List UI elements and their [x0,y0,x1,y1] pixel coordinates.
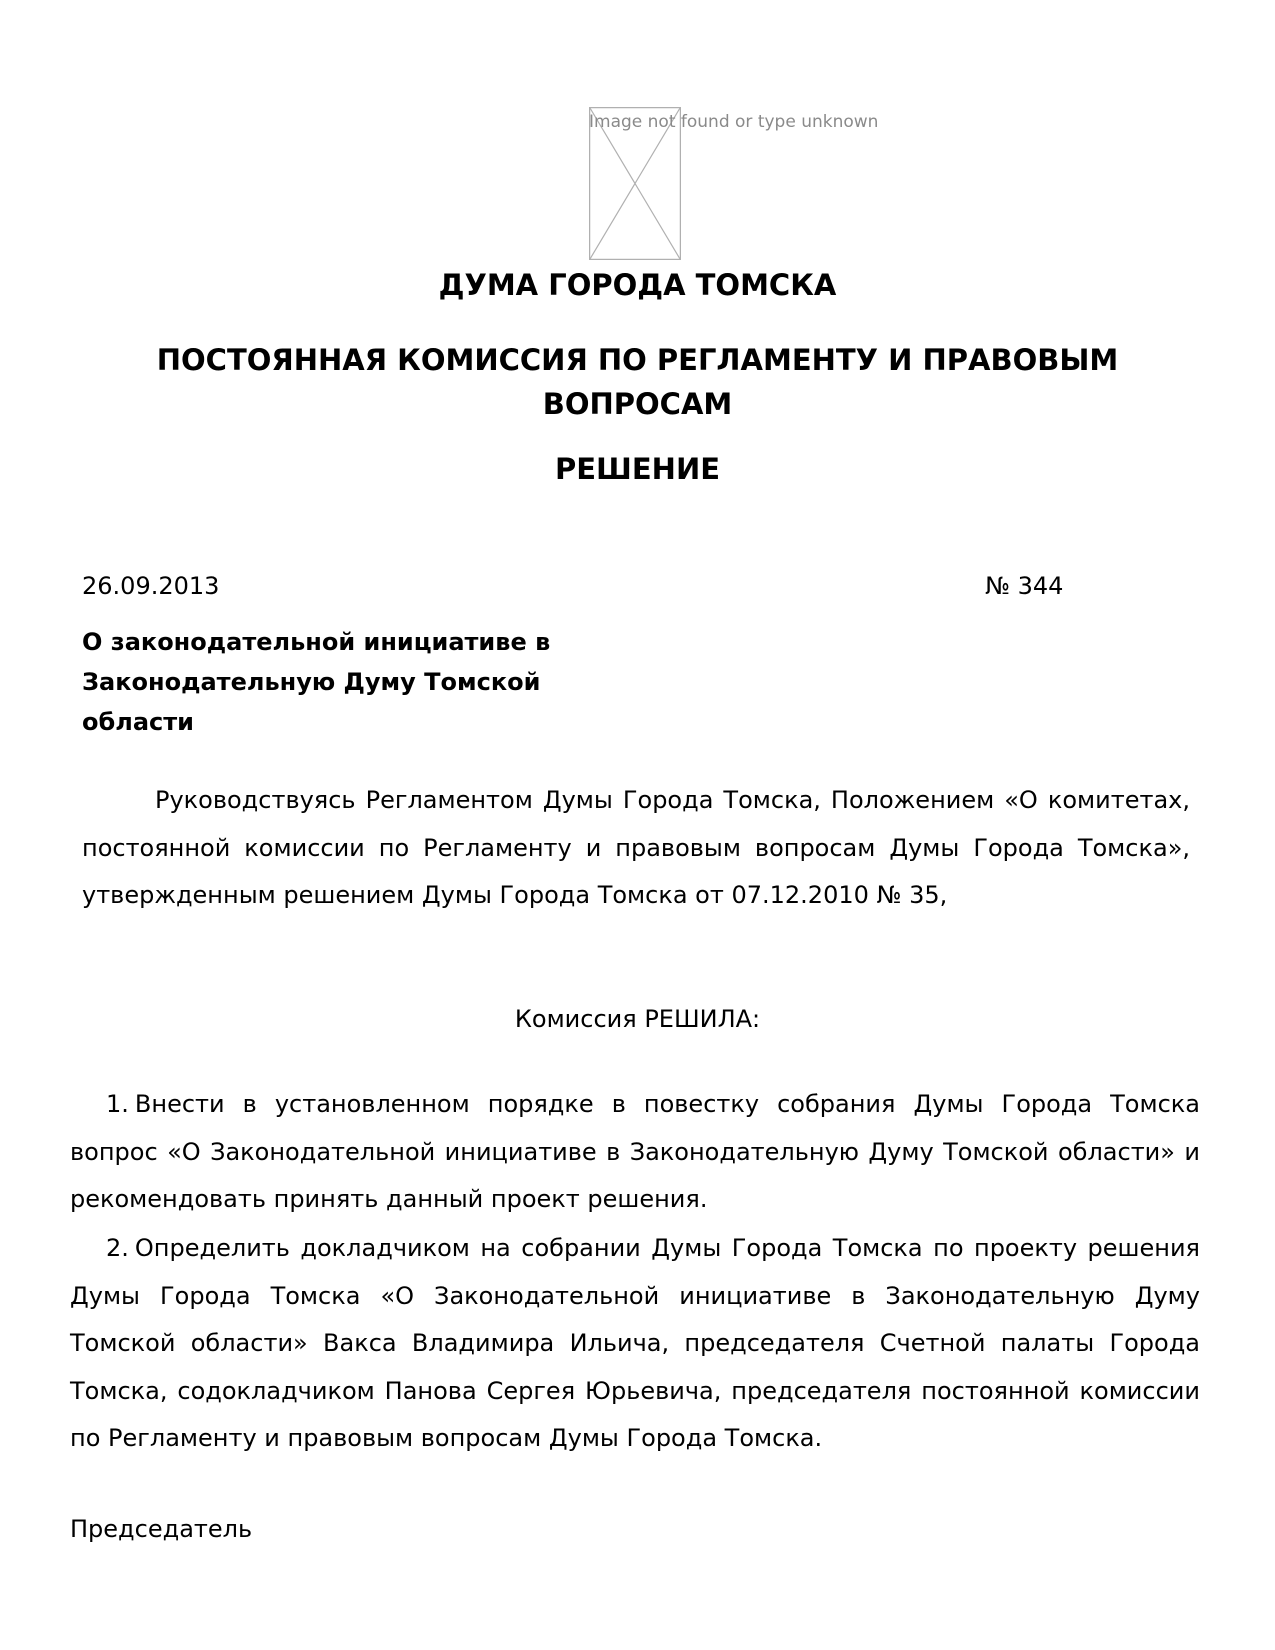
image-alt-text: Image not found or type unknown [589,112,879,132]
commission-title: ПОСТОЯННАЯ КОМИССИЯ ПО РЕГЛАМЕНТУ И ПРАВОВЫМ ВОПРОСАМ [156,343,1119,421]
preamble-paragraph: Руководствуясь Регламентом Думы Города Томска, Положением «О комитетах, постоянной комиссии по Регламенту и правовым вопросам Думы Города Томска», утвержденным решением Думы Города Томска от 07.12.2010 № 35, [82,786,1190,909]
document-number: № 344 [985,572,1064,600]
item-number: 2. [106,1234,129,1262]
decision-item-1 [70,1081,1200,1224]
item-text: Определить докладчиком на собрании Думы Города Томска по проекту решения Думы Города Томска «О Законодательной инициативе в Законодательную Думу Томской области» Вакса Владимира Ильича, председателя Счетной палаты Города Томска, содокладчиком Панова Сергея Юрьевича, председателя постоянной комиссии по Регламенту и правовым вопросам Думы Города Томска. [70,1234,1200,1452]
decision-heading: Комиссия РЕШИЛА: [514,1005,761,1033]
document-date: 26.09.2013 [82,572,220,600]
signature-title: Председатель [70,1515,253,1543]
decision-item-2 [70,1225,1200,1463]
item-text: Внести в установленном порядке в повестку собрания Думы Города Томска вопрос «О Законодательной инициативе в Законодательную Думу Томской области» и рекомендовать принять данный проект решения. [70,1090,1200,1213]
item-number: 1. [106,1090,129,1118]
document-subject: О законодательной инициативе в Законодательную Думу Томской области [82,628,551,736]
document-type: РЕШЕНИЕ [554,452,721,486]
image-placeholder [589,107,879,260]
organization-title: ДУМА ГОРОДА ТОМСКА [438,268,837,302]
